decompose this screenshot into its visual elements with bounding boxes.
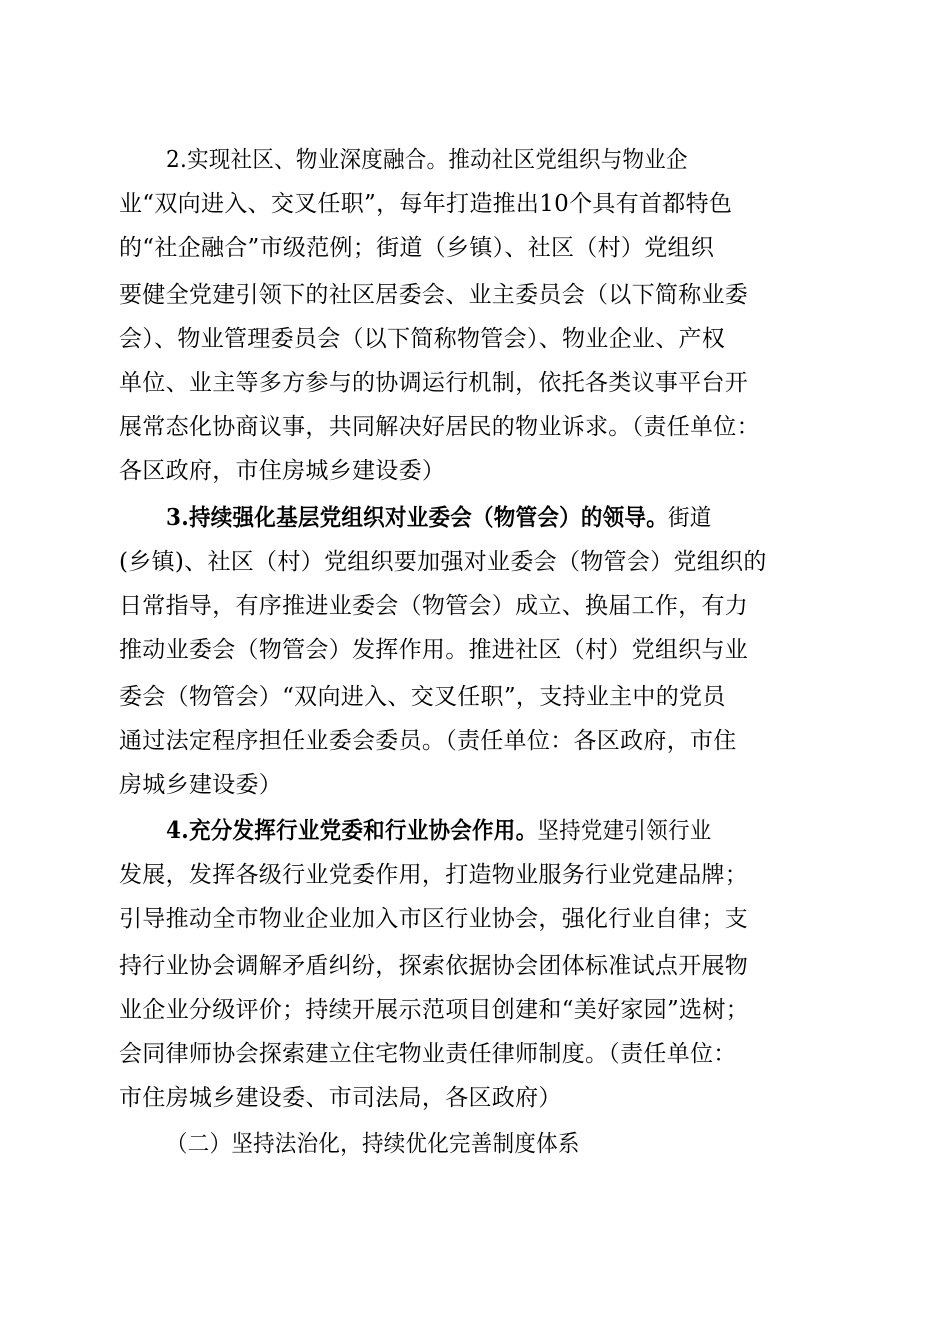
paragraph-3-first-rest: 街道 xyxy=(667,505,712,531)
section-heading: （二）坚持法治化，持续优化完善制度体系 xyxy=(166,1131,580,1157)
paragraph-4-line-7: 市住房城乡建设委、市司法局，各区政府） xyxy=(119,1085,562,1111)
paragraph-3-line-3: 日常指导，有序推进业委会（物管会）成立、换届工作，有力 xyxy=(119,593,749,619)
paragraph-3-line-1 xyxy=(166,503,835,533)
paragraph-2-line-5: 会）、物业管理委员会（以下简称物管会）、物业企业、产权 xyxy=(119,326,726,352)
paragraph-2-line-6: 单位、业主等多方参与的协调运行机制，依托各类议事平台开 xyxy=(119,370,749,396)
paragraph-3-line-5: 委会（物管会）“双向进入、交叉任职”，支持业主中的党员 xyxy=(119,684,726,710)
paragraph-4-line-4: 持行业协会调解矛盾纠纷，探索依据协会团体标准试点开展物 xyxy=(119,953,749,979)
paragraph-3-line-4: 推动业委会（物管会）发挥作用。推进社区（村）党组织与业 xyxy=(119,637,749,663)
paragraph-4-line-6: 会同律师协会探索建立住宅物业责任律师制度。（责任单位： xyxy=(119,1041,737,1067)
paragraph-2-line-3: 的“社企融合”市级范例；街道（乡镇）、社区（村）党组织 xyxy=(119,235,715,261)
paragraph-4-line-3: 引导推动全市物业企业加入市区行业协会，强化行业自律；支 xyxy=(119,906,749,932)
paragraph-4-line-2: 发展，发挥各级行业党委作用，打造物业服务行业党建品牌； xyxy=(119,862,749,888)
paragraph-2-line-8: 各区政府，市住房城乡建设委） xyxy=(119,458,446,484)
paragraph-4-line-5: 业企业分级评价；持续开展示范项目创建和“美好家园”选树； xyxy=(119,997,749,1023)
paragraph-2-line-4: 要健全党建引领下的社区居委会、业主委员会（以下简称业委 xyxy=(119,282,749,308)
paragraph-2-line-1: 2.实现社区、物业深度融合。推动社区党组织与物业企 xyxy=(166,147,688,173)
paragraph-4-first-rest: 坚持党建引领行业 xyxy=(537,818,712,844)
paragraph-3-line-6: 通过法定程序担任业委会委员。（责任单位：各区政府，市住 xyxy=(119,728,737,754)
paragraph-4-line-1 xyxy=(166,816,835,846)
paragraph-2-line-7: 展常态化协商议事，共同解决好居民的物业诉求。（责任单位： xyxy=(119,414,760,440)
paragraph-3-line-7: 房城乡建设委） xyxy=(119,772,283,798)
paragraph-4-heading: 4.充分发挥行业党委和行业协会作用。 xyxy=(166,817,538,844)
paragraph-3-heading: 3.持续强化基层党组织对业委会（物管会）的领导。 xyxy=(166,504,668,531)
paragraph-3-line-2: (乡镇)、社区（村）党组织要加强对业委会（物管会）党组织的 xyxy=(119,549,767,575)
paragraph-2-line-2: 业“双向进入、交叉任职”，每年打造推出10个具有首都特色 xyxy=(119,191,733,217)
